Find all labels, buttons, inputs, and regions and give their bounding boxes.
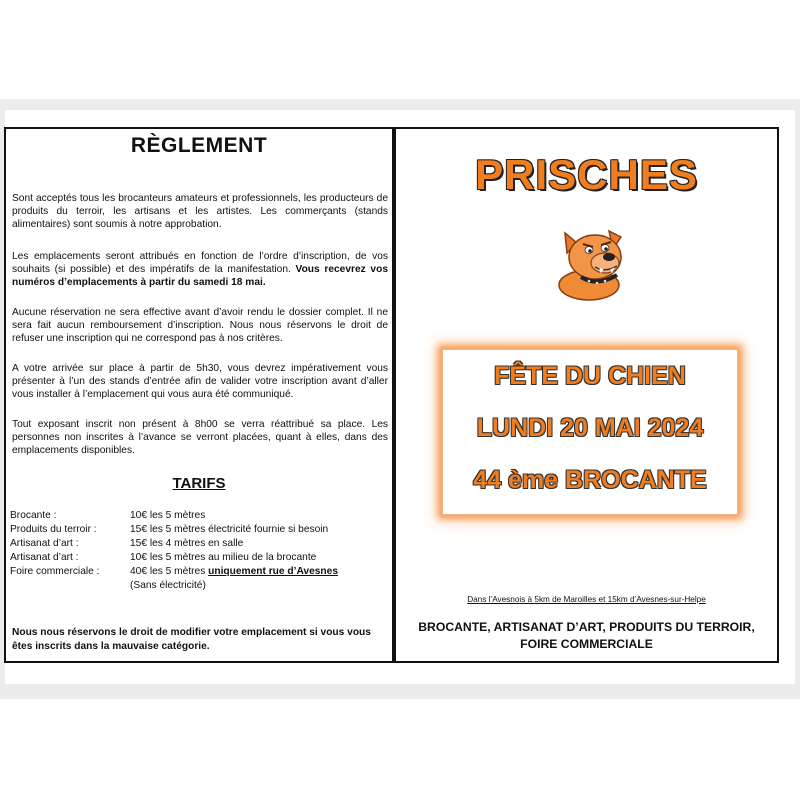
tarif-row (10, 565, 390, 579)
tarif-price: 10€ les 5 mètres au milieu de la brocante (130, 552, 317, 563)
rules-paragraph-acceptance: Sont acceptés tous les brocanteurs amateurs et professionnels, les producteurs de produits du terroir, les artisans et les artistes. Les commerçants (stands alimentaires) sont soumis à notre approbation. (12, 193, 388, 231)
rules-paragraph-absence: Tout exposant inscrit non présent à 8h00 se verra réattribué sa place. Les personnes non inscrites à l’avance se verront placées, quant à elles, dans des emplacements disponibles. (12, 419, 388, 457)
tarif-label: Artisanat d’art : (10, 552, 79, 563)
location-text: Dans l’Avesnois à 5km de Maroilles et 15km d’Avesnes-sur-Helpe (467, 595, 706, 604)
tarif-extra-note: (Sans électricité) (130, 580, 206, 591)
tarif-row (10, 537, 390, 551)
event-edition: 44 ème BROCANTE (473, 466, 707, 494)
rules-panel (4, 127, 394, 663)
rules-title: RÈGLEMENT (130, 134, 268, 157)
event-panel (394, 127, 779, 663)
tarif-price: 40€ les 5 mètres (130, 566, 206, 577)
tarifs-title: TARIFS (172, 475, 226, 492)
bulldog-icon (551, 223, 641, 303)
town-title: PRISCHES (475, 151, 698, 198)
tarif-row (10, 509, 390, 523)
placement-bold-text: Vous recevrez vos numéros d’emplacements à partir du samedi 18 mai. (12, 264, 388, 289)
event-highlight-box (442, 349, 738, 515)
rules-paragraph-placement (12, 250, 388, 290)
tarif-label: Foire commerciale : (10, 566, 100, 577)
tarif-row (10, 523, 390, 537)
category-note: Nous nous réservons le droit de modifier votre emplacement si vous vous êtes inscrits dans la mauvaise catégorie. (12, 627, 371, 652)
event-name: FÊTE DU CHIEN (494, 362, 686, 390)
rules-paragraph-arrival: A votre arrivée sur place à partir de 5h30, vous devrez impérativement vous présenter à l’un des stands d’entrée afin de valider votre inscription avant d’aller vous installer à l’emplacement qui vous aura été communiqué. (12, 363, 388, 401)
tarif-price: 15€ les 5 mètres électricité fournie si besoin (130, 524, 329, 535)
tarif-price: 10€ les 5 mètres (130, 510, 206, 521)
categories-text (396, 619, 777, 653)
tarif-row (10, 551, 390, 565)
tarif-row-extra (10, 579, 390, 593)
tarif-price: 15€ les 4 mètres en salle (130, 538, 244, 549)
rules-paragraph-reservation: Aucune réservation ne sera effective avant d’avoir rendu le dossier complet. Il ne sera fait aucun remboursement d’inscription. Nous nous réservons le droit de refuser une inscription qui ne correspond pas à nos critères. (12, 307, 388, 345)
categories-line: FOIRE COMMERCIALE (520, 637, 653, 651)
event-date: LUNDI 20 MAI 2024 (476, 414, 704, 442)
tarif-label: Brocante : (10, 510, 57, 521)
tarif-label: Produits du terroir : (10, 524, 97, 535)
categories-line: BROCANTE, ARTISANAT D’ART, PRODUITS DU TERROIR, (418, 620, 755, 634)
tarif-price-restriction: uniquement rue d’Avesnes (208, 566, 338, 577)
tarif-price-commercial (130, 565, 338, 579)
tarif-label: Artisanat d’art : (10, 538, 79, 549)
placement-text: Les emplacements seront attribués en fonction de l’ordre d’inscription, de vos souhaits (si possible) et des impératifs de la manifestation. (12, 251, 388, 276)
